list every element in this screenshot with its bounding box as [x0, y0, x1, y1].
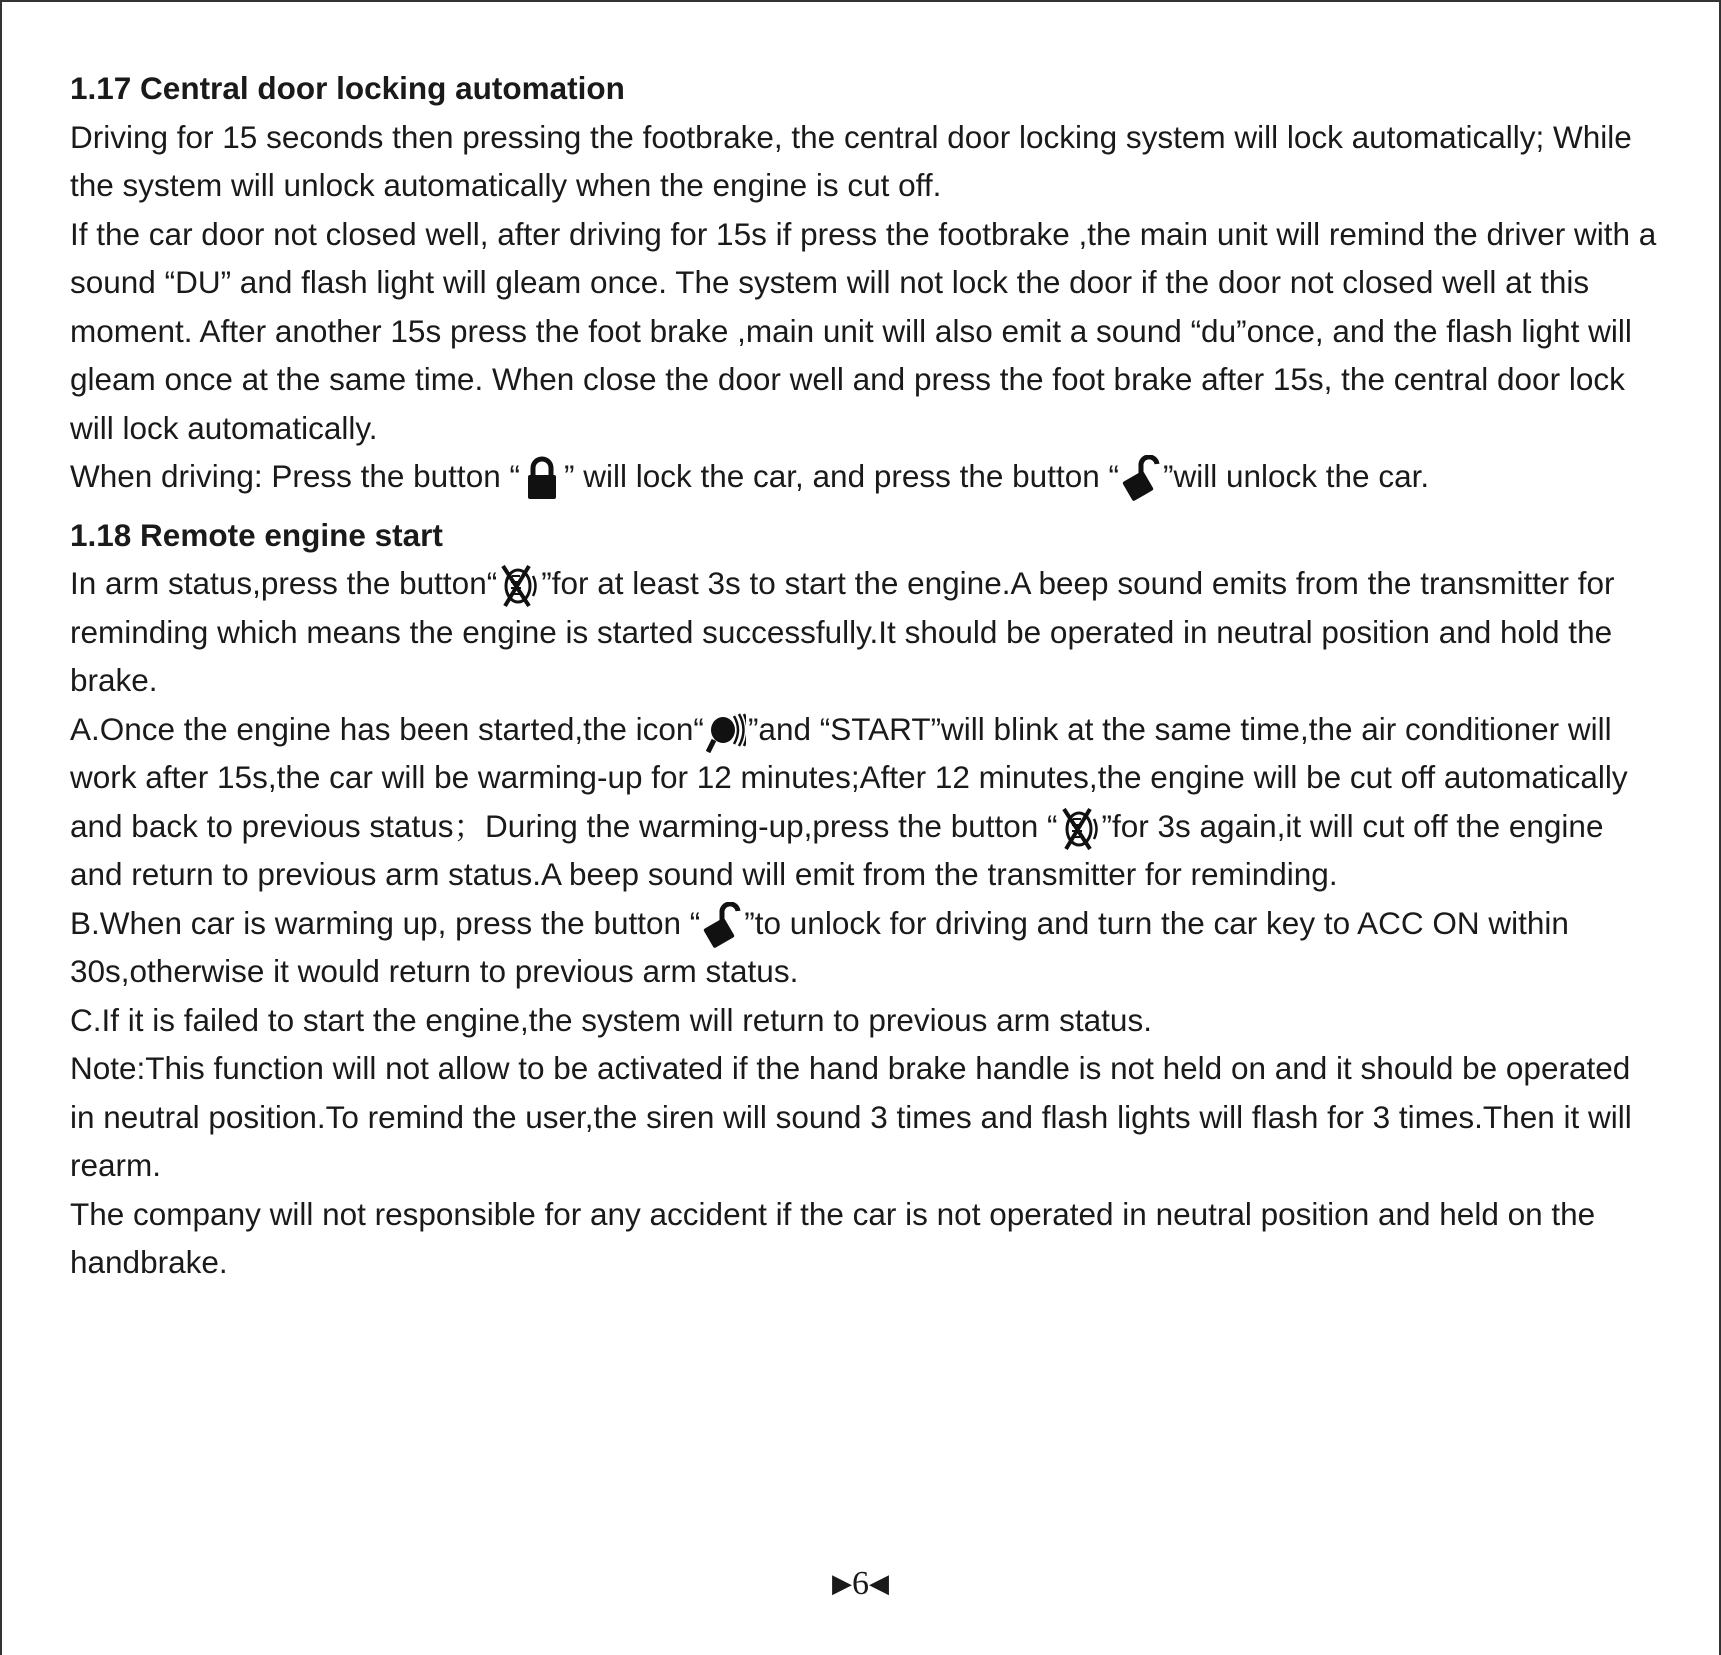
right-triangle-icon: ▶ — [832, 1569, 852, 1598]
paragraph-auto-lock: Driving for 15 seconds then pressing the footbrake, the central door locking system will lock automatically; While the system will unlock automatically when the engine is cut off. — [70, 118, 1632, 203]
text-fragment: B.When car is warming up, press the button “ — [70, 904, 701, 941]
lock-icon — [522, 455, 562, 501]
section-heading-central-locking: 1.17 Central door locking automation — [70, 70, 625, 106]
unlock-icon — [702, 902, 742, 948]
text-fragment: ”and “START”will blink at the same time,the air conditioner will work after 15s,the car will be warming-up for 12 minutes;After 12 minutes,the engine will be cut off automatically and back to previous status；During the warming-up,press the button “ — [70, 710, 1628, 844]
left-triangle-icon: ◀ — [869, 1569, 889, 1598]
text-fragment: A.Once the engine has been started,the icon“ — [70, 710, 704, 747]
paragraph-driving-buttons — [70, 452, 1660, 501]
text-fragment: When driving: Press the button “ — [70, 458, 520, 494]
paragraph-door-not-closed: If the car door not closed well, after driving for 15s if press the footbrake ,the main unit will remind the driver with a sound “DU” and flash light will gleam once. The system will not lock the door if the door not closed well at this moment. After another 15s press the foot brake ,main unit will also emit a sound “du”once, and the flash light will gleam once at the same time. When close the door well and press the foot brake after 15s, the central door lock will lock automatically. — [70, 215, 1657, 446]
paragraph-step-c: C.If it is failed to start the engine,the system will return to previous arm status. — [70, 1001, 1152, 1038]
page-number — [2, 1564, 1719, 1604]
paragraph-step-a — [70, 705, 1660, 899]
text-fragment: ”to unlock for driving and turn the car key to ACC ON within 30s,otherwise it would return to previous arm status. — [70, 904, 1569, 989]
text-fragment: In arm status,press the button“ — [70, 565, 498, 601]
section-heading-remote-start: 1.18 Remote engine start — [70, 516, 443, 553]
text-fragment: ” will lock the car, and press the button “ — [563, 458, 1119, 494]
text-fragment: ”will unlock the car. — [1163, 458, 1430, 494]
text-fragment: ”for 3s again,it will cut off the engine and return to previous arm status.A beep sound will emit from the transmitter for reminding. — [70, 807, 1604, 892]
engine-running-icon — [706, 708, 746, 754]
engine-start-icon — [1060, 805, 1100, 851]
page-content — [70, 64, 1660, 1287]
text-fragment: ”for at least 3s to start the engine.A beep sound emits from the transmitter for reminding which means the engine is started successfully.It should be operated in neutral position and hold the brake. — [70, 565, 1615, 698]
paragraph-disclaimer: The company will not responsible for any accident if the car is not operated in neutral position and held on the handbrake. — [70, 1195, 1596, 1280]
paragraph-step-b — [70, 899, 1660, 996]
unlock-icon — [1121, 455, 1161, 501]
paragraph-arm-status — [70, 559, 1660, 705]
page-number-value: 6 — [852, 1565, 869, 1602]
engine-start-icon — [499, 562, 539, 608]
paragraph-note: Note:This function will not allow to be activated if the hand brake handle is not held on and it should be operated in neutral position.To remind the user,the siren will sound 3 times and flash lights will flash for 3 times.Then it will rearm. — [70, 1050, 1632, 1183]
